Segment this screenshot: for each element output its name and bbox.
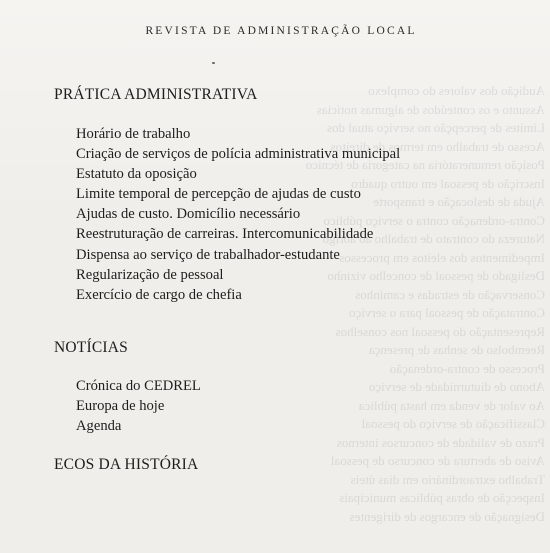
list-item: Agenda <box>76 418 122 435</box>
show-through-text: Audição dos valores do complexo Assunto e os conteúdos de algumas notícias Limites de percepção no serviço atual dos Acesso de trabalho em termos de direitos Posição remuneratória na categoria de técnico Inscrição de pessoal em outro quadro Ajuda de deslocação e transporte Contra-ordenação contra o serviço público Natureza do contrato de trabalho ao abrigo Impedimentos dos eleitos em processos Desligado de pessoal de concelho vizinho Conservação de estradas e caminhos Contratação de pessoal para o serviço Representação do pessoal nos conselhos Reembolso de senhas de presença Processo de contra-ordenação Abono de diuturnidade de serviço Ao valor de venda em hasta pública Classificação de serviço do pessoal Prazo de validade de concursos internos Aviso de abertura de concurso de pessoal Trabalho extraordinário em dias úteis Inspecção de obras públicas municipais Designação de encargos de dirigentes <box>305 83 545 524</box>
list-item: Ajudas de custo. Domicílio necessário <box>76 206 301 223</box>
list-item: Dispensa ao serviço de trabalhador-estudante <box>76 246 340 263</box>
list-item: Criação de serviços de polícia administrativa municipal <box>76 146 401 163</box>
list-item: Limite temporal de percepção de ajudas de custo <box>76 186 361 203</box>
list-item: Estatuto da oposição <box>76 166 197 183</box>
noticias-list <box>76 376 201 436</box>
list-item: Horário de trabalho <box>76 126 191 142</box>
pratica-administrativa-list <box>76 124 400 305</box>
section-heading-noticias: NOTÍCIAS <box>54 339 128 356</box>
section-heading-pratica-administrativa: PRÁTICA ADMINISTRATIVA <box>54 86 258 103</box>
list-item: Reestruturação de carreiras. Intercomunicabilidade <box>76 226 374 243</box>
list-item: Crónica do CEDREL <box>76 378 201 394</box>
list-item: Regularização de pessoal <box>76 266 224 283</box>
section-heading-ecos-da-historia: ECOS DA HISTÓRIA <box>54 456 199 473</box>
ink-mark <box>212 62 215 64</box>
list-item: Europa de hoje <box>76 398 165 415</box>
list-item: Exercício de cargo de chefia <box>76 286 242 303</box>
journal-running-header: REVISTA DE ADMINISTRAÇÃO LOCAL <box>145 25 417 37</box>
